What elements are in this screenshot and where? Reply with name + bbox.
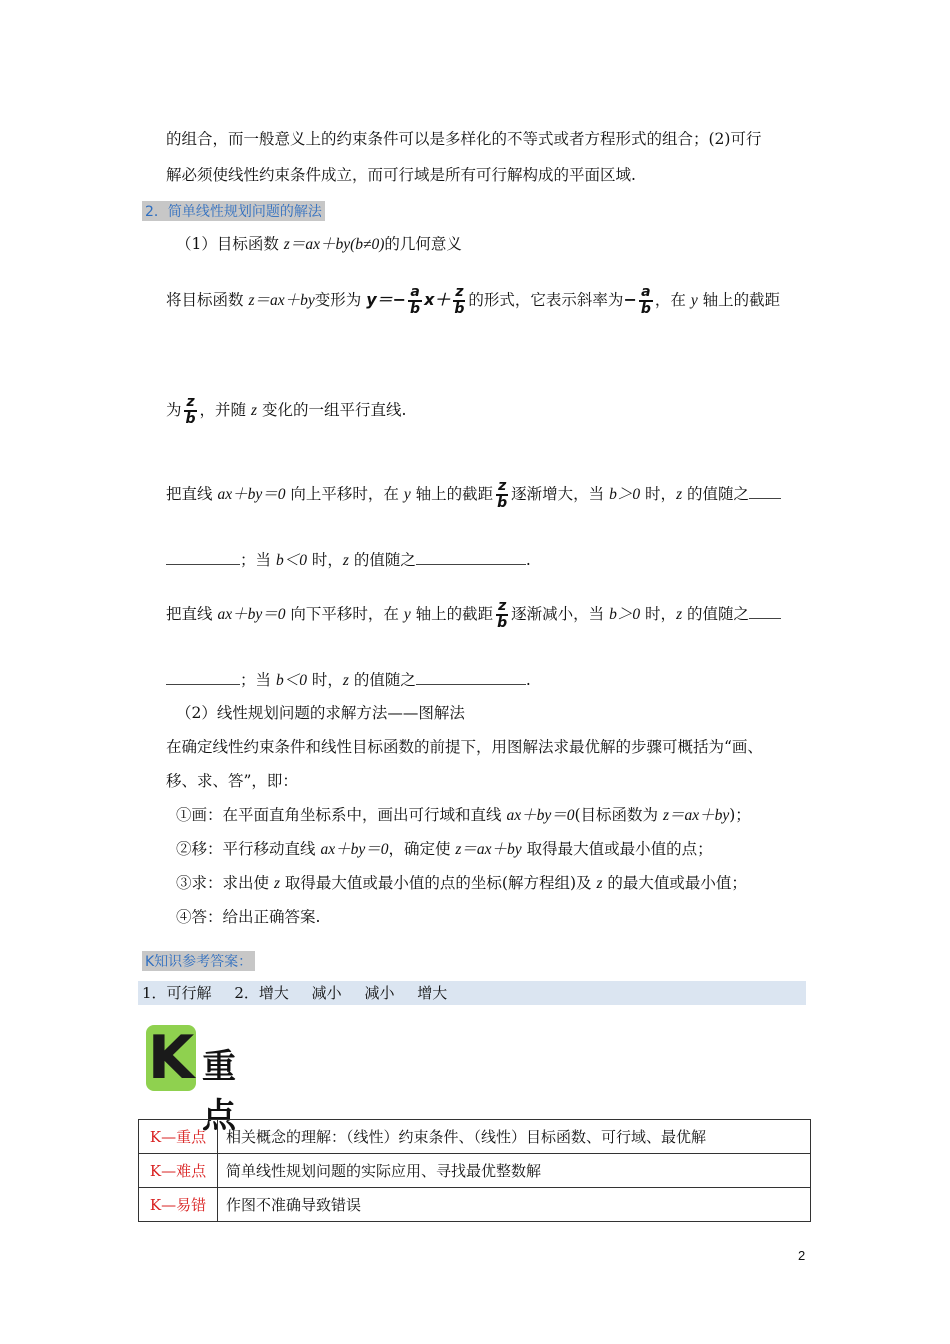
step-move: ②移：平行移动直线 ax＋by＝0，确定使 z＝ax＋by 取得最大值或最小值的点； xyxy=(176,840,713,858)
answers-heading: K知识参考答案： xyxy=(142,951,255,971)
subheading-2: （2）线性规划问题的求解方法——图解法 xyxy=(176,704,465,722)
answer-item: 减小 xyxy=(311,984,342,1002)
logo-k-badge: K xyxy=(147,1023,195,1093)
table-row xyxy=(139,1188,811,1222)
intercept-paragraph: 为 $\frac{z}{b}$ ，并随 z 变化的一组平行直线. xyxy=(166,394,407,427)
page-number: 2 xyxy=(798,1248,806,1263)
row-content: 作图不准确导致错误 xyxy=(218,1188,811,1222)
shift-down-line-1: 把直线 ax＋by＝0 向下平移时，在 y 轴上的截距 $\frac{z}{b}$ 逐渐减小，当 b＞0 时，z 的值随之 xyxy=(166,596,781,633)
answer-blank[interactable] xyxy=(166,670,240,685)
fraction-a-over-b: $\frac{a}{b}$ xyxy=(410,284,421,317)
key-points-logo xyxy=(146,1023,258,1136)
method-line-1: 在确定线性约束条件和线性目标函数的前提下，用图解法求最优解的步骤可概括为“画、 xyxy=(166,738,763,756)
subheading-1: （1）目标函数 z＝ax＋by(b≠0)的几何意义 xyxy=(176,235,462,253)
fraction-a-over-b-slope: $\frac{a}{b}$ xyxy=(640,284,651,317)
table-row xyxy=(139,1154,811,1188)
section-heading: 2．简单线性规划问题的解法 xyxy=(142,201,325,221)
method-line-2: 移、求、答”，即： xyxy=(166,772,298,790)
shift-up-line-1: 把直线 ax＋by＝0 向上平移时，在 y 轴上的截距 $\frac{z}{b}$ 逐渐增大，当 b＞0 时，z 的值随之 xyxy=(166,476,781,513)
answer-item: 2．增大 xyxy=(234,984,289,1002)
answer-blank[interactable] xyxy=(749,604,781,619)
row-label: K—易错 xyxy=(139,1188,218,1222)
step-answer: ④答：给出正确答案. xyxy=(176,908,321,926)
logo-title: 重点 xyxy=(202,1047,238,1136)
row-content: 相关概念的理解：（线性）约束条件、（线性）目标函数、可行域、最优解 xyxy=(218,1120,811,1154)
transform-paragraph: 将目标函数 z＝ax＋by变形为 y＝− $\frac{a}{b}$ x＋ $\frac{z}{b}$ 的形式，它表示斜率为− $\frac{a}{b}$ ，在 y 轴上的截距 xyxy=(166,284,781,317)
answer-item: 1．可行解 xyxy=(142,984,212,1002)
answer-blank[interactable] xyxy=(416,550,526,565)
row-content: 简单线性规划问题的实际应用、寻找最优整数解 xyxy=(218,1154,811,1188)
step-draw: ①画：在平面直角坐标系中，画出可行域和直线 ax＋by＝0(目标函数为 z＝ax＋by)； xyxy=(176,806,751,824)
answer-blank[interactable] xyxy=(416,670,526,685)
answer-item: 增大 xyxy=(417,984,448,1002)
table-row xyxy=(139,1120,811,1154)
intro-line-1: 的组合，而一般意义上的约束条件可以是多样化的不等式或者方程形式的组合；(2)可行 xyxy=(166,130,762,148)
answer-blank[interactable] xyxy=(166,550,240,565)
shift-up-line-2: ；当 b＜0 时，z 的值随之 . xyxy=(166,548,531,570)
answers-bar xyxy=(138,981,806,1005)
answer-blank[interactable] xyxy=(749,484,781,499)
step-solve: ③求：求出使 z 取得最大值或最小值的点的坐标(解方程组)及 z 的最大值或最小值； xyxy=(176,874,747,892)
answer-item: 减小 xyxy=(364,984,395,1002)
intro-line-2: 解必须使线性约束条件成立，而可行域是所有可行解构成的平面区域. xyxy=(166,166,636,184)
key-points-table xyxy=(138,1119,811,1222)
row-label: K—重点 xyxy=(139,1120,218,1154)
formula-y-equals: y＝− xyxy=(366,290,407,309)
shift-down-line-2: ；当 b＜0 时，z 的值随之 . xyxy=(166,668,531,690)
fraction-z-over-b: $\frac{z}{b}$ xyxy=(454,284,465,317)
row-label: K—难点 xyxy=(139,1154,218,1188)
fraction-z-over-b-intercept: $\frac{z}{b}$ xyxy=(185,394,196,427)
